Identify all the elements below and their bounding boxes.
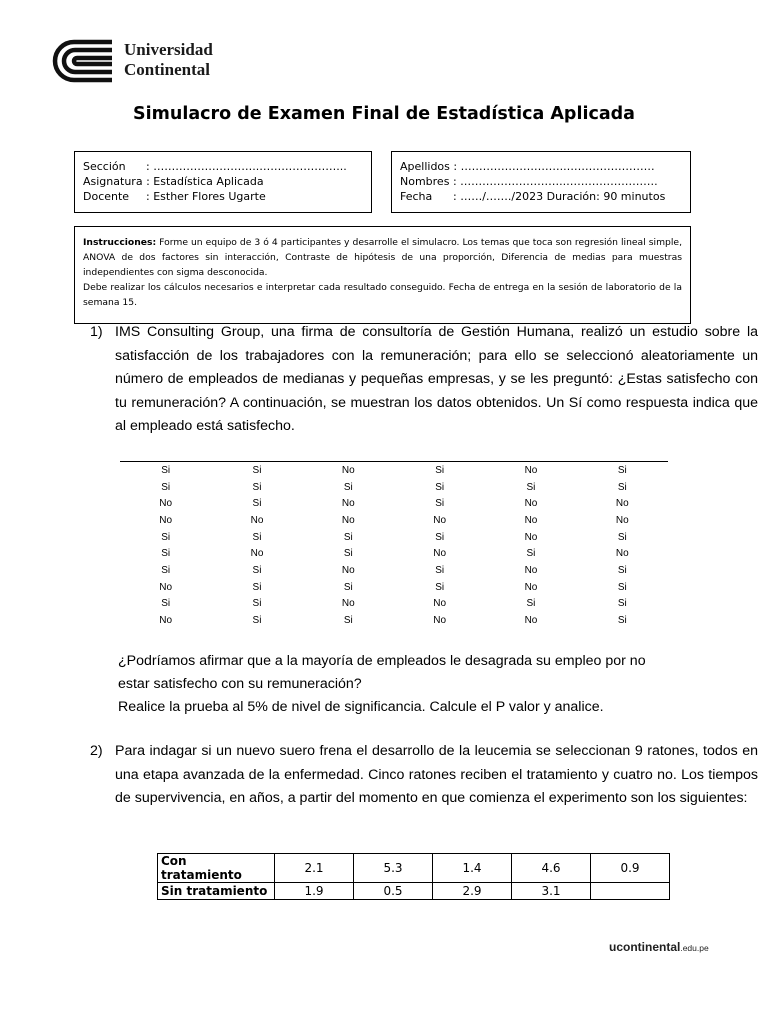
instructions-box — [74, 226, 691, 324]
info-label: Sección — [83, 160, 126, 173]
instructions-text: Forme un equipo de 3 ó 4 participantes y desarrolle el simulacro. Los temas que toca son regresión lineal simple, ANOVA de dos factores sin interacción, Contraste de hipótesis de una proporción, Diferencia de medias para muestras independientes con sigma desconocida. — [83, 237, 682, 278]
table-cell: Si — [617, 481, 627, 493]
table-cell: No — [159, 498, 173, 510]
table-cell: 5.3 — [354, 854, 433, 883]
table-cell: Si — [252, 531, 262, 543]
logo-line-2: Continental — [124, 60, 210, 79]
info-row-nombres — [400, 174, 690, 189]
table-cell: 4.6 — [512, 854, 591, 883]
question-text: Para indagar si un nuevo suero frena el desarrollo de la leucemia se seleccionan 9 ratones, todos en una etapa avanzada de la enfermedad. Cinco ratones reciben el tratamiento y cuatro no. Los tiempos de supervivencia, en años, a partir del momento en que comienza el experimento son los siguientes: — [115, 743, 758, 806]
info-row-fecha — [400, 189, 690, 204]
table-cell: Si — [435, 498, 445, 510]
footer-domain: .edu.pe — [680, 943, 709, 953]
question-number: 1) — [90, 324, 103, 340]
info-label: Asignatura — [83, 175, 143, 188]
table-row — [120, 479, 668, 496]
table-cell: No — [433, 615, 447, 627]
table-row — [120, 612, 668, 629]
table-cell: No — [615, 498, 629, 510]
info-label: Nombres — [400, 175, 450, 188]
table-cell: Si — [526, 548, 536, 560]
table-cell: Si — [252, 464, 262, 476]
table-cell: Si — [617, 581, 627, 593]
instructions-text-2: Debe realizar los cálculos necesarios e interpretar cada resultado conseguido. Fecha de entrega en la sesión de laboratorio de la semana 15. — [83, 282, 682, 308]
table-cell: Si — [617, 615, 627, 627]
table-cell: No — [341, 598, 355, 610]
table-cell: No — [524, 498, 538, 510]
instructions-label: Instrucciones: — [83, 237, 157, 248]
question-1-question: ¿Podríamos afirmar que a la mayoría de empleados le desagrada su empleo por no estar satisfecho con su remuneración? — [118, 653, 646, 692]
info-value: : ………………………..……………………. — [452, 175, 658, 188]
info-row-apellidos — [400, 159, 690, 174]
table-cell: No — [159, 581, 173, 593]
table-cell: 0.9 — [591, 854, 670, 883]
table-cell: Si — [252, 564, 262, 576]
table-cell: 2.1 — [275, 854, 354, 883]
table-cell: Si — [252, 615, 262, 627]
table-row — [120, 495, 668, 512]
table-cell: Si — [617, 531, 627, 543]
table-cell: No — [433, 598, 447, 610]
table-cell: No — [615, 514, 629, 526]
question-number: 2) — [90, 743, 103, 759]
table-cell: No — [615, 548, 629, 560]
table-row — [120, 545, 668, 562]
info-value: : ………………………..…………………... — [146, 160, 347, 173]
table-cell — [591, 883, 670, 900]
table-cell: Si — [343, 615, 353, 627]
table-cell: No — [250, 548, 264, 560]
table-cell: Si — [435, 464, 445, 476]
table-cell: Si — [526, 481, 536, 493]
survival-table — [157, 853, 670, 900]
table-cell: Si — [161, 464, 171, 476]
table-cell: No — [433, 548, 447, 560]
table-cell: No — [524, 564, 538, 576]
info-row-docente — [83, 189, 371, 204]
table-cell: Si — [435, 531, 445, 543]
table-cell: No — [159, 514, 173, 526]
course-info-box — [74, 151, 372, 213]
question-1-instruction: Realice la prueba al 5% de nivel de significancia. Calcule el P valor y analice. — [118, 699, 604, 715]
table-cell: No — [341, 514, 355, 526]
table-row — [158, 883, 670, 900]
question-text: IMS Consulting Group, una firma de consultoría de Gestión Humana, realizó un estudio sobre la satisfacción de los trabajadores con la remuneración; para ello se seleccionó aleatoriamente un número de empleados de medianas y pequeñas empresas, y se les preguntó: ¿Estas satisfecho con tu remuneración? A continuación, se muestran los datos obtenidos. Un Sí como respuesta indica que al empleado está satisfecho. — [115, 324, 758, 434]
table-cell: Si — [526, 598, 536, 610]
table-cell: Si — [252, 498, 262, 510]
table-cell: Si — [435, 564, 445, 576]
table-cell: Si — [161, 548, 171, 560]
table-row — [120, 462, 668, 479]
table-cell: No — [341, 564, 355, 576]
table-row — [158, 854, 670, 883]
table-cell: 3.1 — [512, 883, 591, 900]
table-cell: No — [524, 615, 538, 627]
table-cell: Si — [617, 564, 627, 576]
table-cell: No — [341, 498, 355, 510]
row-header: Con tratamiento — [158, 854, 275, 883]
table-cell: No — [250, 514, 264, 526]
table-cell: Si — [343, 581, 353, 593]
table-cell: 0.5 — [354, 883, 433, 900]
table-row — [120, 562, 668, 579]
info-value: : Estadística Aplicada — [146, 175, 264, 188]
table-cell: Si — [161, 598, 171, 610]
table-cell: Si — [343, 531, 353, 543]
university-name — [124, 40, 213, 80]
info-value: : ……/……./2023 Duración: 90 minutos — [453, 190, 666, 203]
university-logo-icon — [52, 38, 116, 84]
info-label: Fecha — [400, 190, 433, 203]
table-cell: 1.4 — [433, 854, 512, 883]
table-cell: No — [433, 514, 447, 526]
table-cell: Si — [252, 581, 262, 593]
table-cell: Si — [252, 481, 262, 493]
table-cell: No — [524, 464, 538, 476]
table-cell: Si — [252, 598, 262, 610]
table-cell: No — [524, 581, 538, 593]
info-row-asignatura — [83, 174, 371, 189]
table-cell: No — [159, 615, 173, 627]
table-cell: Si — [161, 564, 171, 576]
logo-line-1: Universidad — [124, 40, 213, 59]
table-cell: No — [341, 464, 355, 476]
table-row — [120, 529, 668, 546]
table-cell: Si — [617, 464, 627, 476]
info-label: Docente — [83, 190, 130, 203]
student-info-box — [391, 151, 691, 213]
footer-brand — [609, 940, 709, 954]
page-title: Simulacro de Examen Final de Estadística Aplicada — [133, 104, 635, 124]
table-cell: Si — [617, 598, 627, 610]
table-cell: No — [524, 531, 538, 543]
table-cell: Si — [343, 548, 353, 560]
table-cell: Si — [343, 481, 353, 493]
table-cell: Si — [435, 581, 445, 593]
table-row — [120, 596, 668, 613]
table-cell: 1.9 — [275, 883, 354, 900]
table-cell: Si — [435, 481, 445, 493]
table-row — [120, 579, 668, 596]
question-1-prompt — [118, 650, 668, 719]
row-header: Sin tratamiento — [158, 883, 275, 900]
footer-brand-name: ucontinental — [609, 940, 681, 954]
table-cell: 2.9 — [433, 883, 512, 900]
info-value: : ………………………..…………………… — [453, 160, 655, 173]
table-row — [120, 512, 668, 529]
responses-table — [120, 461, 668, 629]
table-cell: Si — [161, 531, 171, 543]
info-row-seccion — [83, 159, 371, 174]
info-value: : Esther Flores Ugarte — [146, 190, 266, 203]
table-cell: No — [524, 514, 538, 526]
table-cell: Si — [161, 481, 171, 493]
info-label: Apellidos — [400, 160, 450, 173]
